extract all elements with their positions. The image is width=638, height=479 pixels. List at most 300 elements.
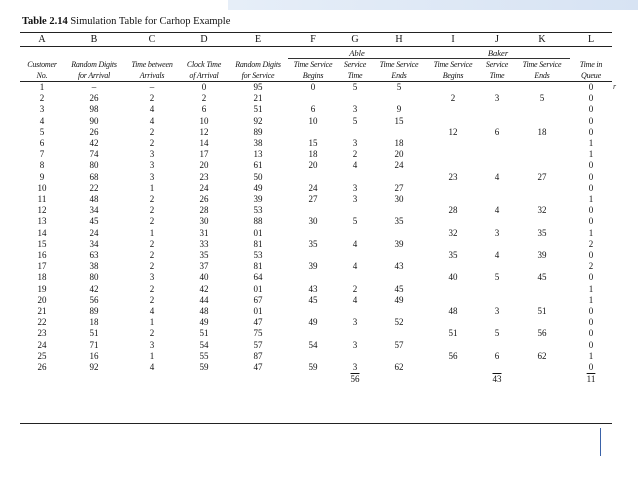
- total-queue: 11: [586, 374, 596, 385]
- table-cell: 12: [199, 126, 209, 137]
- table-cell: 5: [39, 126, 45, 137]
- header-top-6: Service: [343, 60, 367, 69]
- table-cell: 11: [37, 194, 47, 205]
- table-cell: [288, 172, 338, 183]
- table-cell: 5: [539, 93, 545, 104]
- column-letter-4: E: [228, 33, 288, 47]
- table-cell: 0: [588, 317, 594, 328]
- table-row: [20, 127, 612, 138]
- table-cell: 37: [199, 261, 209, 272]
- table-cell: 87: [253, 350, 263, 361]
- table-caption: [22, 16, 230, 27]
- table-cell: 0: [588, 216, 594, 227]
- table-cell: 9: [39, 171, 45, 182]
- table-cell: 30: [308, 216, 318, 227]
- table-cell: 5: [352, 82, 358, 92]
- table-cell: 6: [39, 138, 45, 149]
- table-cell: 6: [494, 126, 500, 137]
- table-cell: [288, 250, 338, 261]
- table-cell: 23: [37, 328, 47, 339]
- table-cell: 24: [394, 160, 404, 171]
- column-letter-1: B: [64, 33, 124, 47]
- slide-marker-line: [600, 428, 601, 456]
- column-letter-0: A: [20, 33, 64, 47]
- table-cell: 8: [39, 160, 45, 171]
- table-cell: 89: [89, 306, 99, 317]
- table-row: [20, 149, 612, 160]
- table-cell: [480, 194, 514, 205]
- table-cell: [288, 228, 338, 239]
- table-cell: 4: [352, 238, 358, 249]
- table-cell: [338, 93, 372, 104]
- table-cell: 10: [199, 115, 209, 126]
- table-cell: [514, 239, 570, 250]
- table-cell: 3: [352, 362, 358, 373]
- table-cell: 5: [494, 272, 500, 283]
- table-cell: [426, 160, 480, 171]
- table-cell: [338, 127, 372, 138]
- table-row: [20, 138, 612, 149]
- table-cell: 39: [253, 194, 263, 205]
- table-cell: 0: [588, 93, 594, 104]
- table-cell: [372, 272, 426, 283]
- table-cell: 34: [89, 205, 99, 216]
- header-top-4: Random Digits: [235, 59, 281, 69]
- table-cell: 30: [394, 194, 404, 205]
- table-row: [20, 328, 612, 339]
- table-cell: 0: [588, 182, 594, 193]
- table-cell: [338, 250, 372, 261]
- table-cell: 6: [201, 104, 207, 115]
- table-cell: 4: [494, 171, 500, 182]
- caption-label: Table 2.14: [22, 16, 68, 27]
- header-bottom-3: of Arrival: [180, 70, 228, 82]
- table-cell: 0: [588, 328, 594, 339]
- column-letter-3: D: [180, 33, 228, 47]
- table-cell: [426, 138, 480, 149]
- column-letter-11: L: [570, 33, 612, 47]
- simulation-table-container: [20, 32, 612, 424]
- header-line-2: [20, 70, 612, 82]
- table-cell: [426, 295, 480, 306]
- table-cell: 1: [149, 227, 155, 238]
- table-cell: 15: [394, 115, 404, 126]
- table-cell: [426, 317, 480, 328]
- header-bottom-10: Ends: [514, 70, 570, 82]
- header-bottom-9: Time: [480, 70, 514, 82]
- table-cell: 62: [394, 362, 404, 373]
- table-cell: [372, 328, 426, 339]
- table-cell: 57: [253, 339, 263, 350]
- table-cell: 3: [149, 339, 155, 350]
- table-row: [20, 82, 612, 94]
- table-cell: 26: [199, 194, 209, 205]
- table-cell: 51: [537, 306, 547, 317]
- column-letter-5: F: [288, 33, 338, 47]
- table-cell: [288, 328, 338, 339]
- table-cell: 39: [537, 250, 547, 261]
- table-cell: 55: [199, 350, 209, 361]
- table-cell: [480, 138, 514, 149]
- table-cell: 3: [39, 104, 45, 115]
- table-cell: [514, 116, 570, 127]
- table-cell: [338, 272, 372, 283]
- table-cell: 64: [253, 272, 263, 283]
- table-cell: 27: [537, 171, 547, 182]
- table-cell: 10: [308, 115, 318, 126]
- table-row: [20, 272, 612, 283]
- table-cell: 45: [537, 272, 547, 283]
- table-cell: 17: [199, 149, 209, 160]
- table-cell: 24: [199, 182, 209, 193]
- table-cell: 22: [37, 317, 47, 328]
- table-cell: 26: [89, 93, 99, 104]
- table-cell: 4: [494, 205, 500, 216]
- table-cell: 27: [308, 194, 318, 205]
- table-cell: 15: [308, 138, 318, 149]
- table-cell: 4: [149, 104, 155, 115]
- table-cell: [480, 261, 514, 272]
- table-cell: 13: [253, 149, 263, 160]
- table-cell: 35: [199, 250, 209, 261]
- table-cell: 20: [394, 149, 404, 160]
- table-cell: [372, 228, 426, 239]
- table-row: [20, 351, 612, 362]
- table-cell: [480, 295, 514, 306]
- table-cell: 0: [588, 171, 594, 182]
- table-cell: 16: [89, 350, 99, 361]
- table-cell: 3: [352, 339, 358, 350]
- totals-row: [20, 373, 612, 385]
- table-cell: [372, 351, 426, 362]
- table-cell: 68: [89, 171, 99, 182]
- table-cell: 2: [149, 238, 155, 249]
- table-cell: 3: [149, 160, 155, 171]
- table-cell: 74: [89, 149, 99, 160]
- column-letter-8: I: [426, 33, 480, 47]
- column-letter-10: K: [514, 33, 570, 47]
- table-cell: [426, 239, 480, 250]
- table-cell: –: [149, 82, 155, 92]
- table-cell: 24: [37, 339, 47, 350]
- table-cell: 49: [394, 294, 404, 305]
- column-letter-9: J: [480, 33, 514, 47]
- table-cell: 14: [37, 227, 47, 238]
- table-cell: 81: [253, 261, 263, 272]
- table-cell: [338, 351, 372, 362]
- table-cell: 01: [253, 283, 263, 294]
- column-letter-row: [20, 33, 612, 47]
- table-cell: 32: [448, 227, 458, 238]
- table-cell: 7: [39, 149, 45, 160]
- table-cell: 53: [253, 205, 263, 216]
- table-cell: [480, 362, 514, 373]
- table-cell: [338, 328, 372, 339]
- table-cell: 40: [448, 272, 458, 283]
- table-cell: 38: [89, 261, 99, 272]
- table-cell: [426, 116, 480, 127]
- table-cell: 6: [494, 350, 500, 361]
- table-cell: [480, 160, 514, 171]
- table-cell: 30: [199, 216, 209, 227]
- table-cell: [514, 317, 570, 328]
- caption-text: Simulation Table for Carhop Example: [70, 16, 231, 27]
- table-cell: [288, 351, 338, 362]
- table-cell: [514, 216, 570, 227]
- table-cell: 25: [37, 350, 47, 361]
- table-cell: 28: [448, 205, 458, 216]
- table-row: [20, 261, 612, 272]
- table-cell: [480, 216, 514, 227]
- table-row: [20, 216, 612, 227]
- column-letter-6: G: [338, 33, 372, 47]
- table-cell: 31: [199, 227, 209, 238]
- table-cell: 48: [199, 306, 209, 317]
- header-top-3: Clock Time: [186, 59, 222, 69]
- table-cell: 6: [310, 104, 316, 115]
- table-cell: [426, 104, 480, 115]
- table-cell: 10: [37, 182, 47, 193]
- table-cell: 3: [352, 182, 358, 193]
- table-cell: 3: [352, 104, 358, 115]
- table-cell: [372, 127, 426, 138]
- table-row: [20, 93, 612, 104]
- table-cell: 75: [253, 328, 263, 339]
- table-row: [20, 160, 612, 171]
- table-cell: 44: [199, 294, 209, 305]
- header-bottom-7: Ends: [372, 70, 426, 82]
- table-cell: 15: [37, 238, 47, 249]
- header-bottom-8: Begins: [426, 70, 480, 82]
- table-cell: 81: [253, 238, 263, 249]
- table-cell: 26: [89, 126, 99, 137]
- table-cell: 13: [37, 216, 47, 227]
- table-cell: 48: [448, 306, 458, 317]
- table-cell: [288, 127, 338, 138]
- table-cell: 2: [39, 93, 45, 104]
- table-cell: 54: [199, 339, 209, 350]
- table-cell: [480, 116, 514, 127]
- table-cell: 14: [199, 138, 209, 149]
- table-body: [20, 82, 612, 374]
- table-cell: 18: [394, 138, 404, 149]
- table-cell: [288, 205, 338, 216]
- table-cell: 2: [149, 205, 155, 216]
- table-cell: 33: [199, 238, 209, 249]
- total-baker-service: 43: [492, 374, 502, 385]
- table-cell: 1: [588, 138, 594, 149]
- table-cell: 2: [201, 93, 207, 104]
- table-cell: [514, 82, 570, 94]
- table-cell: 23: [199, 171, 209, 182]
- table-cell: 0: [588, 115, 594, 126]
- table-cell: 2: [149, 328, 155, 339]
- table-cell: 53: [253, 250, 263, 261]
- table-cell: 92: [253, 115, 263, 126]
- top-decorative-band: [228, 0, 638, 10]
- table-cell: 2: [588, 261, 594, 272]
- table-cell: 95: [253, 82, 263, 92]
- table-cell: 3: [149, 272, 155, 283]
- table-row: [20, 228, 612, 239]
- table-cell: 89: [253, 126, 263, 137]
- table-cell: 01: [253, 306, 263, 317]
- table-row: [20, 239, 612, 250]
- table-cell: 54: [308, 339, 318, 350]
- table-cell: [338, 228, 372, 239]
- table-row: [20, 205, 612, 216]
- table-cell: [480, 340, 514, 351]
- table-cell: 18: [89, 317, 99, 328]
- table-cell: 1: [588, 294, 594, 305]
- table-cell: [480, 317, 514, 328]
- table-cell: 20: [37, 294, 47, 305]
- table-row: [20, 194, 612, 205]
- table-cell: 4: [352, 261, 358, 272]
- table-cell: 3: [149, 171, 155, 182]
- table-cell: [480, 183, 514, 194]
- table-cell: [338, 172, 372, 183]
- table-cell: 35: [537, 227, 547, 238]
- table-cell: 1: [149, 182, 155, 193]
- table-cell: 3: [352, 317, 358, 328]
- table-cell: [372, 205, 426, 216]
- table-cell: 32: [537, 205, 547, 216]
- table-cell: 22: [89, 182, 99, 193]
- table-cell: 51: [199, 328, 209, 339]
- table-cell: 0: [588, 272, 594, 283]
- table-cell: [514, 183, 570, 194]
- header-bottom-1: for Arrival: [64, 70, 124, 82]
- table-cell: 0: [588, 362, 594, 373]
- table-cell: 56: [448, 350, 458, 361]
- table-cell: 2: [352, 283, 358, 294]
- table-cell: 4: [149, 306, 155, 317]
- table-cell: 21: [37, 306, 47, 317]
- table-cell: 57: [394, 339, 404, 350]
- table-cell: 0: [588, 104, 594, 115]
- table-cell: [288, 306, 338, 317]
- table-cell: [514, 104, 570, 115]
- table-cell: 62: [537, 350, 547, 361]
- table-cell: [426, 183, 480, 194]
- table-row: [20, 104, 612, 115]
- table-cell: 24: [89, 227, 99, 238]
- table-cell: 45: [394, 283, 404, 294]
- table-cell: [480, 149, 514, 160]
- table-cell: [426, 216, 480, 227]
- header-bottom-0: No.: [20, 70, 64, 82]
- table-cell: 3: [494, 306, 500, 317]
- header-top-5: Time Service: [293, 60, 333, 69]
- table-cell: 42: [89, 138, 99, 149]
- table-cell: 2: [149, 194, 155, 205]
- table-cell: 61: [253, 160, 263, 171]
- table-cell: 17: [37, 261, 47, 272]
- table-cell: 27: [394, 182, 404, 193]
- table-cell: 2: [149, 283, 155, 294]
- table-cell: [480, 104, 514, 115]
- table-cell: 47: [253, 362, 263, 373]
- table-cell: [426, 82, 480, 94]
- table-cell: 5: [494, 328, 500, 339]
- table-cell: 45: [89, 216, 99, 227]
- header-top-8: Time Service: [433, 60, 473, 69]
- table-cell: 18: [37, 272, 47, 283]
- table-cell: 88: [253, 216, 263, 227]
- table-cell: 51: [253, 104, 263, 115]
- table-cell: [426, 284, 480, 295]
- header-bottom-4: for Service: [228, 70, 288, 82]
- table-cell: 0: [201, 82, 207, 92]
- table-cell: [514, 284, 570, 295]
- table-cell: 1: [588, 194, 594, 205]
- table-cell: [514, 295, 570, 306]
- table-cell: 63: [89, 250, 99, 261]
- table-cell: [372, 93, 426, 104]
- table-cell: 5: [396, 82, 402, 92]
- header-top-9: Service: [485, 60, 509, 69]
- table-cell: 2: [149, 138, 155, 149]
- header-top-10: Time Service: [522, 60, 562, 69]
- header-line-1: [20, 59, 612, 71]
- table-cell: 71: [89, 339, 99, 350]
- table-cell: 80: [89, 160, 99, 171]
- header-top-7: Time Service: [379, 60, 419, 69]
- table-cell: 2: [450, 93, 456, 104]
- total-able-service: 56: [350, 374, 360, 385]
- table-cell: 1: [149, 350, 155, 361]
- table-cell: 21: [253, 93, 263, 104]
- table-cell: 23: [448, 171, 458, 182]
- table-cell: 92: [89, 362, 99, 373]
- table-cell: 18: [308, 149, 318, 160]
- table-cell: 0: [588, 205, 594, 216]
- table-cell: 3: [352, 138, 358, 149]
- table-cell: 2: [149, 250, 155, 261]
- table-row: [20, 172, 612, 183]
- table-cell: 34: [89, 238, 99, 249]
- table-cell: 43: [308, 283, 318, 294]
- table-cell: 2: [149, 216, 155, 227]
- server-group-row: [20, 47, 612, 59]
- table-cell: 0: [588, 82, 594, 92]
- table-cell: 49: [253, 182, 263, 193]
- table-cell: 42: [199, 283, 209, 294]
- table-cell: [480, 239, 514, 250]
- table-cell: 20: [199, 160, 209, 171]
- table-cell: 39: [394, 238, 404, 249]
- table-row: [20, 295, 612, 306]
- group-baker: Baker: [426, 47, 570, 59]
- header-bottom-11: Queue: [570, 70, 612, 82]
- table-row: [20, 362, 612, 373]
- table-cell: 52: [394, 317, 404, 328]
- table-cell: 20: [308, 160, 318, 171]
- table-cell: 47: [253, 317, 263, 328]
- table-cell: [288, 93, 338, 104]
- table-cell: 2: [352, 149, 358, 160]
- table-cell: 0: [588, 339, 594, 350]
- table-cell: 38: [253, 138, 263, 149]
- table-cell: [426, 149, 480, 160]
- table-cell: 24: [308, 182, 318, 193]
- table-cell: 16: [37, 250, 47, 261]
- table-cell: [338, 205, 372, 216]
- table-cell: 4: [39, 115, 45, 126]
- table-cell: 40: [199, 272, 209, 283]
- group-able: Able: [288, 47, 426, 59]
